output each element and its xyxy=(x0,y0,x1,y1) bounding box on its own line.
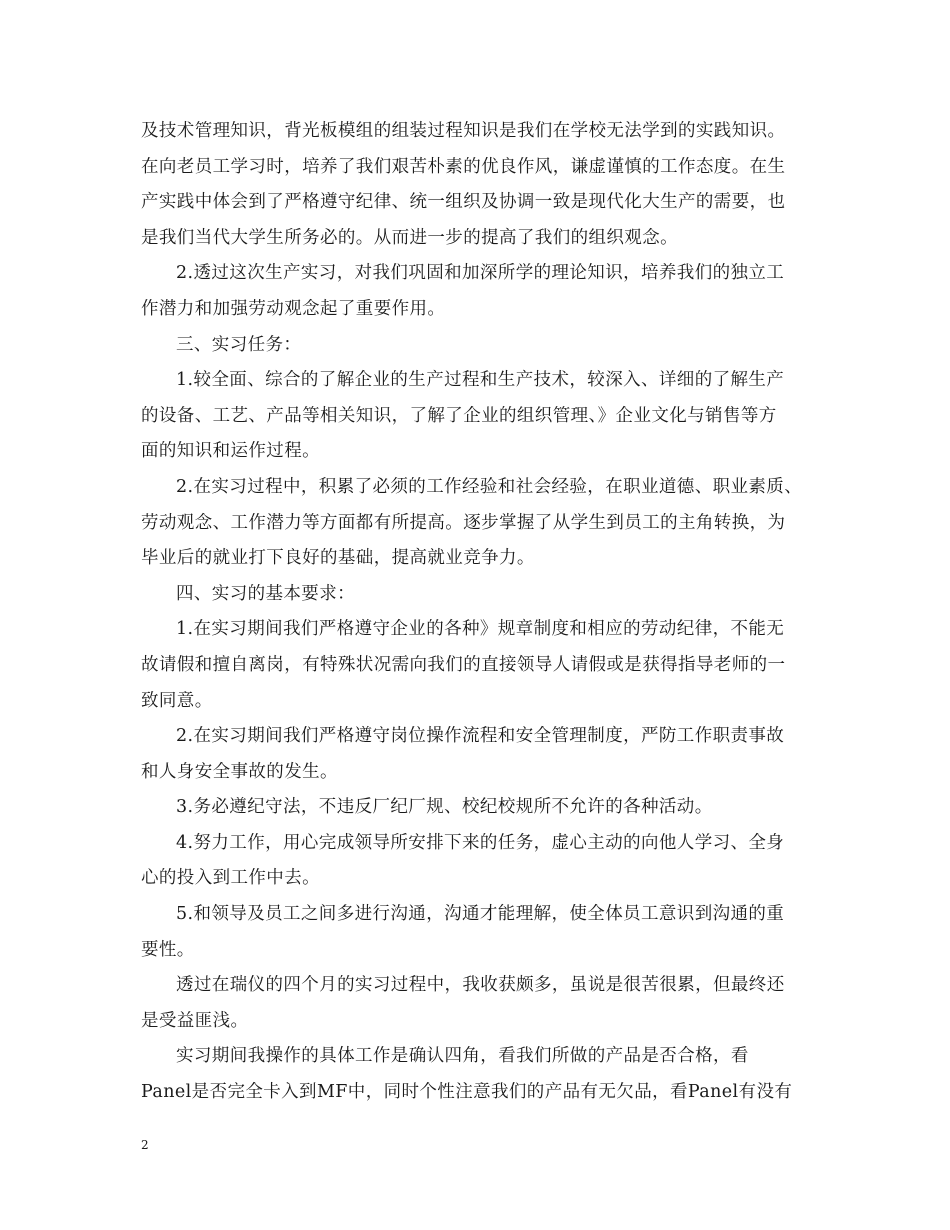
text-line: 是受益匪浅。 xyxy=(141,1010,249,1031)
text-line: 3.务必遵纪守法，不违反厂纪厂规、校纪校规所不允许的各种活动。 xyxy=(176,797,713,818)
text-line: 四、实习的基本要求： xyxy=(176,583,355,604)
text-line: 面的知识和运作过程。 xyxy=(141,441,320,462)
text-line: 1.在实习期间我们严格遵守企业的各种》规章制度和相应的劳动纪律，不能无 xyxy=(176,619,785,640)
text-line: 致同意。 xyxy=(141,690,213,711)
text-line: 心的投入到工作中去。 xyxy=(141,868,320,889)
text-line: 4.努力工作，用心完成领导所安排下来的任务，虚心主动的向他人学习、全身 xyxy=(176,832,785,853)
text-line: 要性。 xyxy=(141,939,195,960)
text-line: 透过在瑞仪的四个月的实习过程中，我收获颇多，虽说是很苦很累，但最终还 xyxy=(176,975,785,996)
text-line: 和人身安全事故的发生。 xyxy=(141,761,338,782)
page-number: 2 xyxy=(141,1138,149,1152)
text-line: 三、实习任务： xyxy=(176,334,302,355)
text-line: 及技术管理知识，背光板模组的组装过程知识是我们在学校无法学到的实践知识。 xyxy=(141,121,786,141)
text-line: 2.透过这次生产实习，对我们巩固和加深所学的理论知识，培养我们的独立工 xyxy=(176,263,785,284)
text-line: Panel是否完全卡入到MF中，同时个性注意我们的产品有无欠品，看Panel有没有 xyxy=(141,1082,793,1103)
text-line: 的设备、工艺、产品等相关知识，了解了企业的组织管理、》企业文化与销售等方 xyxy=(141,405,777,426)
text-line: 在向老员工学习时，培养了我们艰苦朴素的优良作风，谦虚谨慎的工作态度。在生 xyxy=(141,156,786,177)
text-line: 2.在实习过程中，积累了必须的工作经验和社会经验，在职业道德、职业素质、 xyxy=(176,476,803,497)
text-line: 故请假和擅自离岗，有特殊状况需向我们的直接领导人请假或是获得指导老师的一 xyxy=(141,654,786,675)
text-line: 实习期间我操作的具体工作是确认四角，看我们所做的产品是否合格，看 xyxy=(176,1046,749,1067)
text-line: 作潜力和加强劳动观念起了重要作用。 xyxy=(141,298,446,319)
text-line: 2.在实习期间我们严格遵守岗位操作流程和安全管理制度，严防工作职责事故 xyxy=(176,726,785,747)
text-line: 产实践中体会到了严格遵守纪律、统一组织及协调一致是现代化大生产的需要，也 xyxy=(141,192,786,213)
text-line: 劳动观念、工作潜力等方面都有所提高。逐步掌握了从学生到员工的主角转换，为 xyxy=(141,512,786,533)
body-text xyxy=(141,114,831,1111)
text-line: 毕业后的就业打下良好的基础，提高就业竞争力。 xyxy=(141,548,535,569)
text-line: 是我们当代大学生所务必的。从而进一步的提高了我们的组织观念。 xyxy=(141,227,678,248)
text-line: 1.较全面、综合的了解企业的生产过程和生产技术，较深入、详细的了解生产 xyxy=(176,370,785,391)
text-line: 5.和领导及员工之间多进行沟通，沟通才能理解，使全体员工意识到沟通的重 xyxy=(176,904,785,925)
